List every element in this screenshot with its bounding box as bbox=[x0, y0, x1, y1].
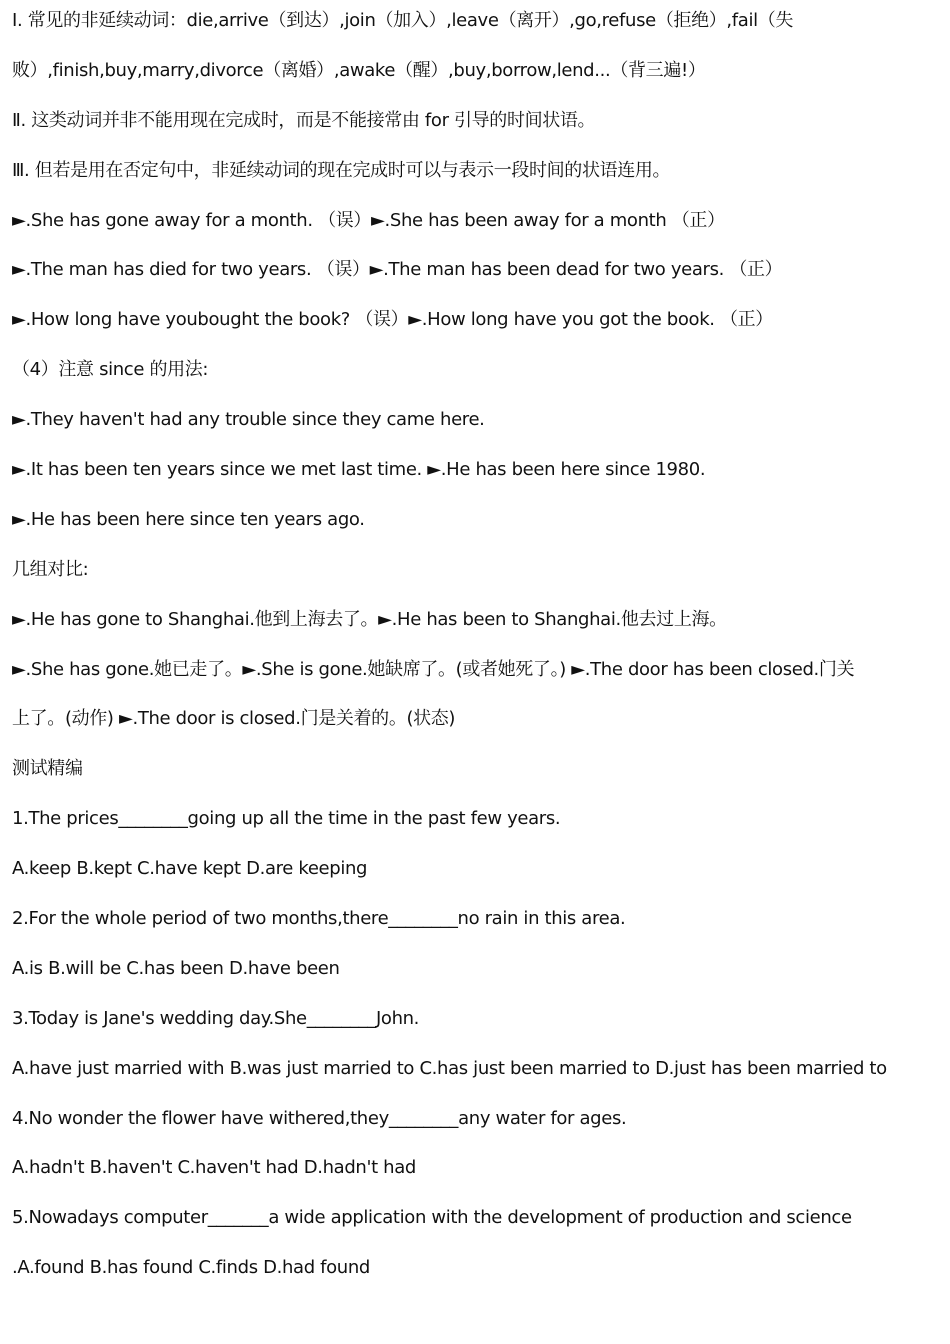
example-line: ►.She has gone.她已走了。►.She is gone.她缺席了。(或者她死了。) ►.The door has been closed.门关 bbox=[12, 658, 855, 680]
text-line: Ⅲ. 但若是用在否定句中，非延续动词的现在完成时可以与表示一段时间的状语连用。 bbox=[12, 159, 671, 181]
example-line: ►.It has been ten years since we met last time. ►.He has been here since 1980. bbox=[12, 459, 706, 481]
example-line: ►.He has gone to Shanghai.他到上海去了。►.He has been to Shanghai.他去过上海。 bbox=[12, 608, 727, 630]
example-line: ►.He has been here since ten years ago. bbox=[12, 508, 365, 530]
question-line: 1.The prices________going up all the time in the past few years. bbox=[12, 808, 561, 830]
example-line: 上了。(动作) ►.The door is closed.门是关着的。(状态) bbox=[12, 708, 456, 730]
example-line: ►.How long have youbought the book? （误）►.How long have you got the book. （正） bbox=[12, 309, 773, 331]
answer-options: A.keep B.kept C.have kept D.are keeping bbox=[12, 858, 368, 880]
text-line: Ⅰ. 常见的非延续动词：die,arrive（到达）,join（加入）,leave（离开）,go,refuse（拒绝）,fail（失 bbox=[12, 10, 794, 31]
answer-options: A.hadn't B.haven't C.haven't had D.hadn't had bbox=[12, 1157, 416, 1179]
text-line: Ⅱ. 这类动词并非不能用现在完成时，而是不能接常由 for 引导的时间状语。 bbox=[12, 109, 596, 131]
question-line: 3.Today is Jane's wedding day.She________John. bbox=[12, 1007, 420, 1029]
section-heading: 测试精编 bbox=[12, 758, 83, 780]
example-line: ►.They haven't had any trouble since they came here. bbox=[12, 409, 485, 431]
question-line: 5.Nowadays computer_______a wide application with the development of production and science bbox=[12, 1207, 852, 1229]
section-heading: （4）注意 since 的用法: bbox=[12, 359, 209, 381]
example-line: ►.She has gone away for a month. （误）►.She has been away for a month （正） bbox=[12, 209, 725, 231]
section-heading: 几组对比: bbox=[12, 558, 89, 580]
answer-options: A.have just married with B.was just married to C.has just been married to D.just has been married to bbox=[12, 1057, 887, 1079]
answer-options: .A.found B.has found C.finds D.had found bbox=[12, 1257, 370, 1279]
text-line: 败）,finish,buy,marry,divorce（离婚）,awake（醒）,buy,borrow,lend...（背三遍!） bbox=[12, 59, 706, 81]
question-line: 2.For the whole period of two months,there________no rain in this area. bbox=[12, 908, 626, 930]
answer-options: A.is B.will be C.has been D.have been bbox=[12, 957, 340, 979]
example-line: ►.The man has died for two years. （误）►.The man has been dead for two years. （正） bbox=[12, 259, 783, 281]
question-line: 4.No wonder the flower have withered,they________any water for ages. bbox=[12, 1107, 627, 1129]
